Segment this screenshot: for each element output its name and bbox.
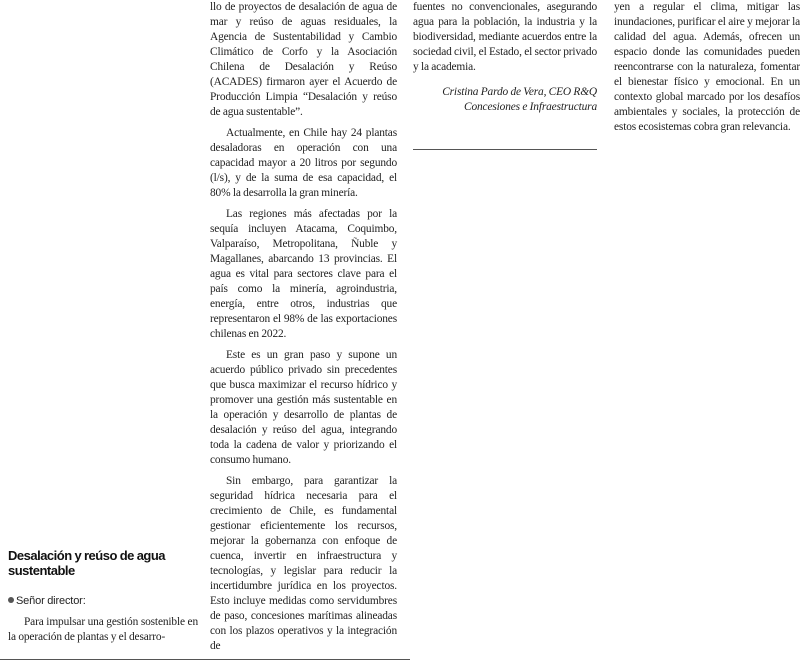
body-paragraph-next-letter: yen a regular el clima, mitigar las inundaciones, purificar el aire y mejorar la calidad del agua. Además, ofrecen un espacio donde las comunidades pueden reencontrarse con la naturaleza, fomentar el bienestar físico y emocional. En un contexto global marcado por los desafíos ambientales y sociales, la protección de estos ecosistemas cobra gran relevancia.: [614, 1, 800, 133]
letter-column-1: [8, 548, 198, 645]
body-paragraph-3: Actualmente, en Chile hay 24 plantas desaladoras en operación con una capacidad mayor a 20 litros por segundo (l/s), y de la suma de esa capacidad, el 80% la desarrolla la gran minería.: [210, 127, 397, 199]
salutation-text: Señor director:: [16, 595, 86, 607]
letter-headline: Desalación y reúso de agua sustentable: [8, 548, 166, 578]
body-paragraph-5: Este es un gran paso y supone un acuerdo público privado sin precedentes que busca maximizar el recurso hídrico y promover una gestión más sustentable en la operación y desarrollo de plantas de desalación y reúso del agua, integrando toda la cadena de valor y priorizando el consumo humano.: [210, 349, 397, 466]
body-paragraph-2: llo de proyectos de desalación de agua de mar y reúso de aguas residuales, la Agencia de Sustentabilidad y Cambio Climático de Corfo y la Asociación Chilena de Desalación y Reúso (ACADES) firmaron ayer el Acuerdo de Producción Limpia “Desalación y reúso de agua sustentable”.: [210, 1, 397, 118]
body-paragraph-6: Sin embargo, para garantizar la seguridad hídrica necesaria para el crecimiento de Chile, es fundamental gestionar eficientemente los recursos, mejorar la gobernanza con enfoque de cuenca, invertir en infraestructura y tecnologías, y legislar para reducir la incertidumbre jurídica en los proyectos. Esto incluye medidas como servidumbres de paso, concesiones marítimas alineadas con los plazos operativos y la integración de: [210, 475, 397, 652]
author-signature: Cristina Pardo de Vera, CEO R&Q Concesiones e Infraestructura: [442, 86, 597, 113]
letter-column-2: [210, 0, 397, 654]
letter-column-4: [614, 0, 800, 163]
body-paragraph-7: fuentes no convencionales, asegurando agua para la población, la industria y la biodiversidad, mediante acuerdos entre la sociedad civil, el Estado, el sector privado y la academia.: [413, 1, 597, 73]
page-bottom-divider: [0, 659, 410, 660]
letter-column-3: [413, 0, 597, 115]
body-paragraph-4: Las regiones más afectadas por la sequía incluyen Atacama, Coquimbo, Valparaíso, Metropolitana, Ñuble y Magallanes, abarcando 13 provincias. El agua es vital para sectores clave para el país como la minería, agroindustria, energía, entre otros, industrias que representaron el 98% de las exportaciones chilenas en 2022.: [210, 208, 397, 340]
body-paragraph-1: Para impulsar una gestión sostenible en la operación de plantas y el desarro-: [8, 616, 198, 643]
signature-divider: [413, 149, 597, 150]
bullet-icon: [8, 597, 14, 603]
salutation-line: [8, 594, 198, 609]
